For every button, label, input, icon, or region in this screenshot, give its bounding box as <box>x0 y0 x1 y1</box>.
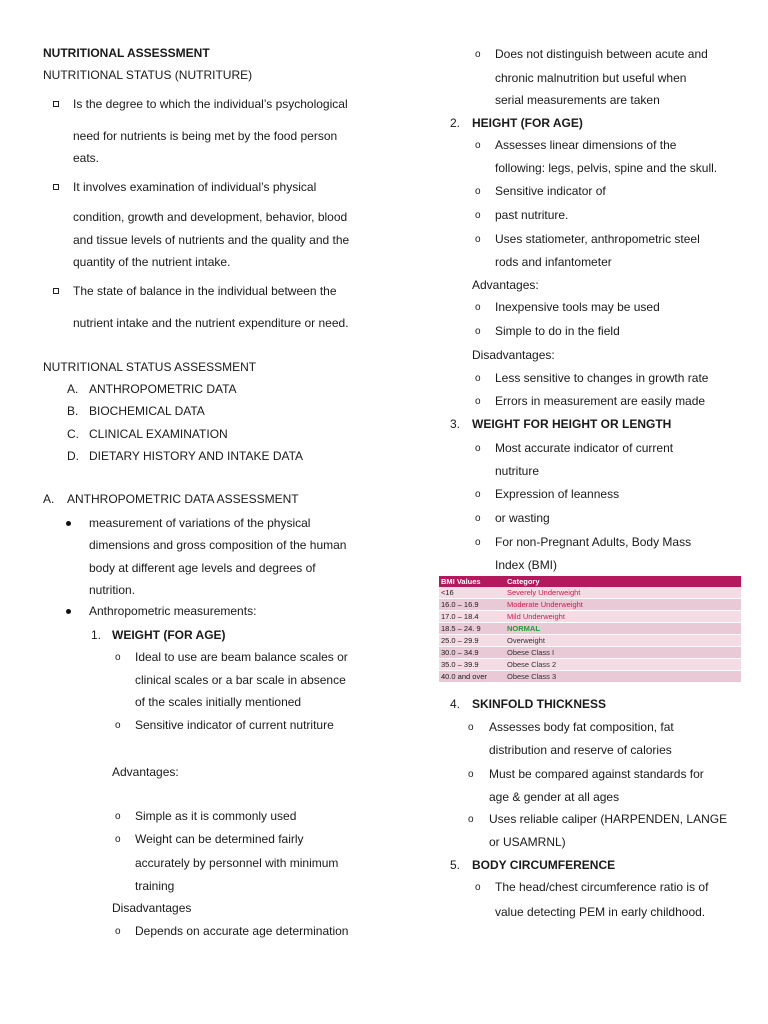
paragraph-line: nutrition. <box>89 583 136 597</box>
paragraph-line: Sensitive indicator of current nutriture <box>135 718 334 732</box>
paragraph-line: Simple as it is commonly used <box>135 809 297 823</box>
subsection-heading: WEIGHT FOR HEIGHT OR LENGTH <box>472 417 672 431</box>
paragraph-line: body at different age levels and degrees of <box>89 561 316 575</box>
circle-bullet-icon: o <box>115 834 121 845</box>
bmi-category: Obese Class 2 <box>505 659 741 671</box>
table-row <box>439 635 741 647</box>
paragraph-line: The head/chest circumference ratio is of <box>495 880 709 894</box>
circle-bullet-icon: o <box>115 652 121 663</box>
paragraph-line: age & gender at all ages <box>489 790 620 804</box>
paragraph-line: nutriture <box>495 464 540 478</box>
paragraph-line: Less sensitive to changes in growth rate <box>495 371 709 385</box>
list-item: DIETARY HISTORY AND INTAKE DATA <box>89 449 304 463</box>
paragraph-line: Must be compared against standards for <box>489 767 704 781</box>
circle-bullet-icon: o <box>475 882 481 893</box>
table-row <box>439 659 741 671</box>
label: Advantages: <box>112 765 179 779</box>
circle-bullet-icon: o <box>468 722 474 733</box>
list-item: BIOCHEMICAL DATA <box>89 404 205 418</box>
table-row <box>439 647 741 659</box>
dot-bullet-icon <box>66 521 71 526</box>
bmi-category: Moderate Underweight <box>505 599 741 611</box>
subsection-heading: WEIGHT (FOR AGE) <box>112 628 226 642</box>
bmi-value: 17.0 – 18.4 <box>439 611 505 623</box>
bmi-category: Obese Class I <box>505 647 741 659</box>
table-row <box>439 623 741 635</box>
list-marker: D. <box>67 449 79 463</box>
list-marker: A. <box>67 382 79 396</box>
circle-bullet-icon: o <box>475 186 481 197</box>
paragraph-line: Ideal to use are beam balance scales or <box>135 650 348 664</box>
paragraph-line: quantity of the nutrient intake. <box>73 255 231 269</box>
bmi-category: Obese Class 3 <box>505 671 741 683</box>
paragraph-line: or USAMRNL) <box>489 835 566 849</box>
list-marker: 1. <box>91 628 102 642</box>
paragraph-line: For non-Pregnant Adults, Body Mass <box>495 535 692 549</box>
circle-bullet-icon: o <box>475 210 481 221</box>
bmi-value: <16 <box>439 587 505 599</box>
paragraph-line: Assesses linear dimensions of the <box>495 138 677 152</box>
paragraph-line: Uses statiometer, anthropometric steel <box>495 232 700 246</box>
paragraph-line: training <box>135 879 175 893</box>
paragraph-line: accurately by personnel with minimum <box>135 856 339 870</box>
paragraph-line: or wasting <box>495 511 550 525</box>
subsection-heading: SKINFOLD THICKNESS <box>472 697 607 711</box>
paragraph-line: dimensions and gross composition of the human <box>89 538 347 552</box>
bmi-value: 18.5 – 24. 9 <box>439 623 505 635</box>
bmi-table <box>439 576 741 683</box>
circle-bullet-icon: o <box>475 373 481 384</box>
circle-bullet-icon: o <box>475 513 481 524</box>
paragraph-line: chronic malnutrition but useful when <box>495 71 687 85</box>
table-row <box>439 587 741 599</box>
paragraph-line: The state of balance in the individual between the <box>73 284 337 298</box>
paragraph-line: Uses reliable caliper (HARPENDEN, LANGE <box>489 812 728 826</box>
paragraph-line: Sensitive indicator of <box>495 184 606 198</box>
list-marker: 3. <box>450 417 461 431</box>
list-marker: B. <box>67 404 79 418</box>
circle-bullet-icon: o <box>475 234 481 245</box>
square-bullet-icon <box>53 101 59 107</box>
paragraph-line: Most accurate indicator of current <box>495 441 674 455</box>
circle-bullet-icon: o <box>475 537 481 548</box>
paragraph-line: condition, growth and development, behavior, blood <box>73 210 348 224</box>
list-marker: 2. <box>450 116 461 130</box>
paragraph-line: measurement of variations of the physical <box>89 516 311 530</box>
square-bullet-icon <box>53 184 59 190</box>
list-marker: A. <box>43 492 55 506</box>
bmi-category: Overweight <box>505 635 741 647</box>
bmi-category: Mild Underweight <box>505 611 741 623</box>
list-marker: 5. <box>450 858 461 872</box>
subsection-heading: HEIGHT (FOR AGE) <box>472 116 583 130</box>
paragraph-line: Index (BMI) <box>495 558 558 572</box>
bmi-value: 30.0 – 34.9 <box>439 647 505 659</box>
paragraph-line: nutrient intake and the nutrient expenditure or need. <box>73 316 349 330</box>
circle-bullet-icon: o <box>475 326 481 337</box>
paragraph-line: eats. <box>73 151 100 165</box>
circle-bullet-icon: o <box>475 489 481 500</box>
list-marker: C. <box>67 427 79 441</box>
paragraph-line: and tissue levels of nutrients and the quality and the <box>73 233 350 247</box>
paragraph-line: rods and infantometer <box>495 255 612 269</box>
section-heading: NUTRITIONAL STATUS (NUTRITURE) <box>43 68 253 82</box>
paragraph-line: It involves examination of individual’s physical <box>73 180 317 194</box>
document-title: NUTRITIONAL ASSESSMENT <box>43 46 210 60</box>
paragraph-line: of the scales initially mentioned <box>135 695 302 709</box>
table-row <box>439 599 741 611</box>
table-row <box>439 611 741 623</box>
bmi-value: 40.0 and over <box>439 671 505 683</box>
paragraph-line: Simple to do in the field <box>495 324 620 338</box>
square-bullet-icon <box>53 288 59 294</box>
bmi-category: Severely Underweight <box>505 587 741 599</box>
paragraph-line: value detecting PEM in early childhood. <box>495 905 706 919</box>
paragraph-line: Does not distinguish between acute and <box>495 47 708 61</box>
paragraph-line: Depends on accurate age determination <box>135 924 349 938</box>
paragraph-line: following: legs, pelvis, spine and the skull. <box>495 161 718 175</box>
paragraph-line: Expression of leanness <box>495 487 620 501</box>
table-row <box>439 671 741 683</box>
circle-bullet-icon: o <box>468 814 474 825</box>
section-heading: ANTHROPOMETRIC DATA ASSESSMENT <box>67 492 299 506</box>
label: Disadvantages: <box>472 348 555 362</box>
subsection-heading: BODY CIRCUMFERENCE <box>472 858 616 872</box>
paragraph-line: past nutriture. <box>495 208 569 222</box>
paragraph-line: Weight can be determined fairly <box>135 832 304 846</box>
paragraph-line: clinical scales or a bar scale in absence <box>135 673 346 687</box>
paragraph-line: Anthropometric measurements: <box>89 604 257 618</box>
bmi-value: 16.0 – 16.9 <box>439 599 505 611</box>
bmi-value: 25.0 – 29.9 <box>439 635 505 647</box>
label: Disadvantages <box>112 901 192 915</box>
circle-bullet-icon: o <box>115 926 121 937</box>
bmi-value: 35.0 – 39.9 <box>439 659 505 671</box>
circle-bullet-icon: o <box>115 720 121 731</box>
circle-bullet-icon: o <box>475 302 481 313</box>
paragraph-line: distribution and reserve of calories <box>489 743 672 757</box>
paragraph-line: Is the degree to which the individual’s psychological <box>73 97 348 111</box>
paragraph-line: Inexpensive tools may be used <box>495 300 660 314</box>
bmi-category: NORMAL <box>505 623 741 635</box>
section-heading: NUTRITIONAL STATUS ASSESSMENT <box>43 360 257 374</box>
circle-bullet-icon: o <box>475 140 481 151</box>
circle-bullet-icon: o <box>475 396 481 407</box>
list-item: ANTHROPOMETRIC DATA <box>89 382 237 396</box>
circle-bullet-icon: o <box>468 769 474 780</box>
paragraph-line: serial measurements are taken <box>495 93 660 107</box>
label: Advantages: <box>472 278 539 292</box>
paragraph-line: Assesses body fat composition, fat <box>489 720 674 734</box>
circle-bullet-icon: o <box>475 443 481 454</box>
paragraph-line: need for nutrients is being met by the food person <box>73 129 338 143</box>
list-marker: 4. <box>450 697 461 711</box>
table-header: Category <box>505 576 741 587</box>
dot-bullet-icon <box>66 609 71 614</box>
table-header: BMI Values <box>439 576 505 587</box>
list-item: CLINICAL EXAMINATION <box>89 427 228 441</box>
circle-bullet-icon: o <box>115 811 121 822</box>
table-header-row <box>439 576 741 587</box>
circle-bullet-icon: o <box>475 49 481 60</box>
paragraph-line: Errors in measurement are easily made <box>495 394 706 408</box>
